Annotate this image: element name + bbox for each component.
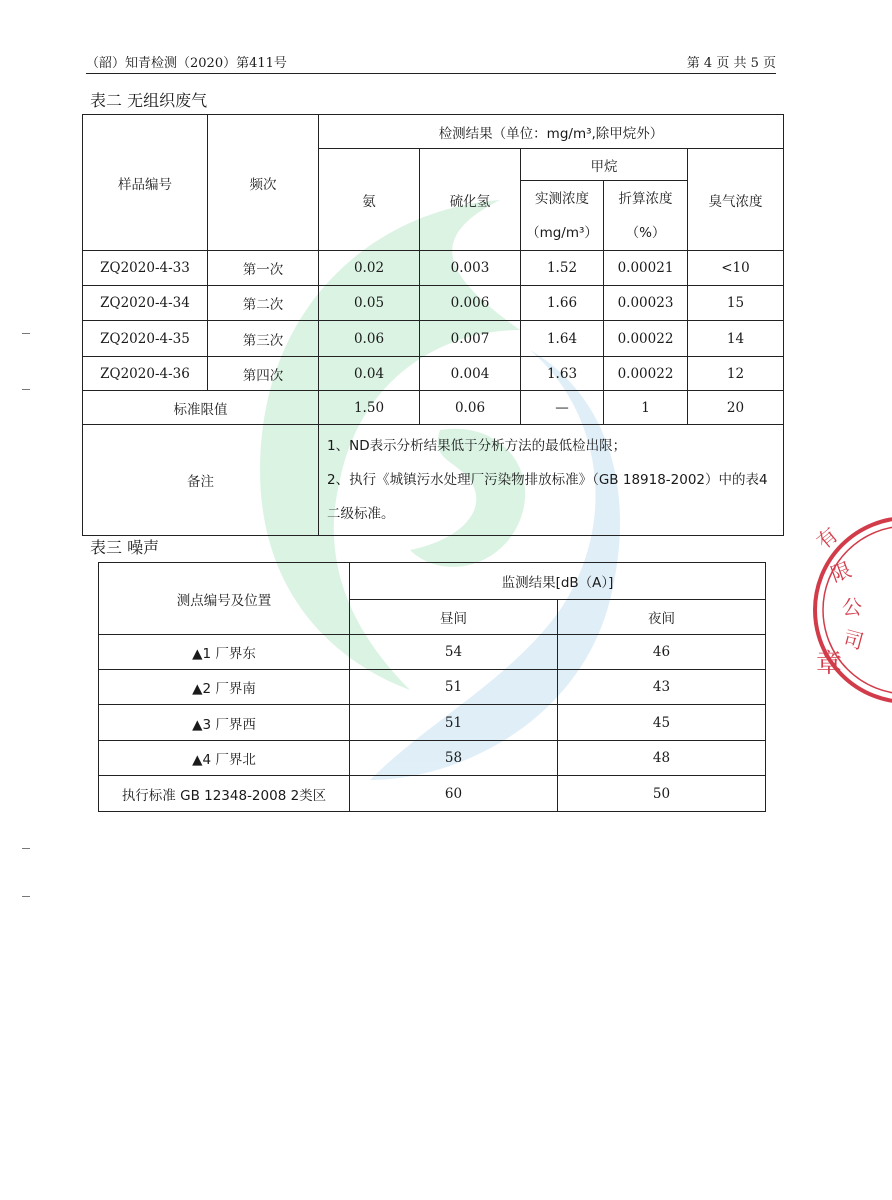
header-methane: 甲烷 [521, 149, 688, 181]
converted-cell: 0.00022 [604, 321, 688, 357]
sample-id-cell: ZQ2020-4-34 [83, 286, 208, 321]
limit-measured-cell: — [521, 391, 604, 425]
converted-cell: 0.00022 [604, 357, 688, 391]
measured-label: 实测浓度 [535, 190, 589, 207]
day-value-cell: 54 [350, 635, 558, 670]
odor-cell: 14 [688, 321, 784, 357]
table-row [99, 635, 766, 670]
converted-unit: （%） [625, 224, 666, 241]
ammonia-cell: 0.04 [319, 357, 420, 391]
scan-mark [22, 389, 30, 390]
page-header [86, 52, 776, 72]
table-row [99, 670, 766, 705]
header-frequency: 频次 [208, 115, 319, 251]
measured-cell: 1.63 [521, 357, 604, 391]
limit-h2s-cell: 0.06 [420, 391, 521, 425]
converted-cell: 0.00021 [604, 251, 688, 286]
header-converted-concentration [604, 181, 688, 251]
day-value-cell: 51 [350, 670, 558, 705]
table-row [83, 286, 784, 321]
measured-cell: 1.52 [521, 251, 604, 286]
measure-point-cell: ▲2 厂界南 [99, 670, 350, 705]
header-measure-point: 测点编号及位置 [99, 563, 350, 635]
scan-mark [22, 333, 30, 334]
table-row [99, 741, 766, 776]
company-seal-stamp [812, 510, 892, 710]
day-value-cell: 58 [350, 741, 558, 776]
ammonia-cell: 0.02 [319, 251, 420, 286]
frequency-cell: 第三次 [208, 321, 319, 357]
table-row [99, 705, 766, 741]
converted-cell: 0.00023 [604, 286, 688, 321]
measure-point-cell: ▲3 厂界西 [99, 705, 350, 741]
remarks-row [83, 425, 784, 536]
page-indicator: 第 4 页 共 5 页 [686, 56, 776, 71]
table-row [83, 321, 784, 357]
header-sample-id: 样品编号 [83, 115, 208, 251]
header-test-results: 检测结果（单位：mg/m³,除甲烷外） [319, 115, 784, 149]
limit-converted-cell: 1 [604, 391, 688, 425]
frequency-cell: 第一次 [208, 251, 319, 286]
night-value-cell: 45 [558, 705, 766, 741]
odor-cell: 12 [688, 357, 784, 391]
night-value-cell: 48 [558, 741, 766, 776]
h2s-cell: 0.006 [420, 286, 521, 321]
h2s-cell: 0.004 [420, 357, 521, 391]
standard-night-cell: 50 [558, 776, 766, 812]
standard-day-cell: 60 [350, 776, 558, 812]
table3-caption: 表三 噪声 [90, 538, 160, 557]
header-divider [86, 73, 776, 74]
remark-item: 1、ND表示分析结果低于分析方法的最低检出限； [327, 438, 627, 454]
frequency-cell: 第二次 [208, 286, 319, 321]
standard-limit-row [83, 391, 784, 425]
svg-text:章: 章 [816, 649, 843, 679]
h2s-cell: 0.003 [420, 251, 521, 286]
header-ammonia: 氨 [319, 149, 420, 251]
fugitive-gas-table [82, 114, 784, 536]
table2-caption: 表二 无组织废气 [90, 91, 208, 110]
header-hydrogen-sulfide: 硫化氢 [420, 149, 521, 251]
sample-id-cell: ZQ2020-4-33 [83, 251, 208, 286]
header-daytime: 昼间 [350, 600, 558, 635]
svg-text:公: 公 [842, 595, 862, 619]
svg-text:限: 限 [827, 557, 855, 587]
night-value-cell: 46 [558, 635, 766, 670]
sample-id-cell: ZQ2020-4-36 [83, 357, 208, 391]
standard-limit-label: 标准限值 [83, 391, 319, 425]
header-odor-concentration: 臭气浓度 [688, 149, 784, 251]
measure-point-cell: ▲1 厂界东 [99, 635, 350, 670]
ammonia-cell: 0.06 [319, 321, 420, 357]
svg-text:有: 有 [811, 522, 843, 554]
svg-text:司: 司 [840, 625, 867, 655]
table-row [83, 251, 784, 286]
header-measured-concentration [521, 181, 604, 251]
day-value-cell: 51 [350, 705, 558, 741]
measured-cell: 1.66 [521, 286, 604, 321]
standard-row [99, 776, 766, 812]
header-monitoring-results: 监测结果[dB（A）] [350, 563, 766, 600]
measured-cell: 1.64 [521, 321, 604, 357]
header-nighttime: 夜间 [558, 600, 766, 635]
table-row [83, 357, 784, 391]
converted-label: 折算浓度 [618, 190, 673, 207]
limit-odor-cell: 20 [688, 391, 784, 425]
standard-label: 执行标准 GB 12348-2008 2类区 [99, 776, 350, 812]
remarks-content [319, 425, 784, 536]
limit-ammonia-cell: 1.50 [319, 391, 420, 425]
measure-point-cell: ▲4 厂界北 [99, 741, 350, 776]
document-number: （韶）知青检测（2020）第411号 [86, 56, 287, 71]
noise-table [98, 562, 766, 812]
scan-mark [22, 896, 30, 897]
sample-id-cell: ZQ2020-4-35 [83, 321, 208, 357]
measured-unit: （mg/m³） [526, 224, 598, 241]
remarks-label: 备注 [83, 425, 319, 536]
frequency-cell: 第四次 [208, 357, 319, 391]
night-value-cell: 43 [558, 670, 766, 705]
odor-cell: <10 [688, 251, 784, 286]
remark-item: 2、执行《城镇污水处理厂污染物排放标准》（GB 18918-2002）中的表4二级标准。 [327, 472, 768, 522]
ammonia-cell: 0.05 [319, 286, 420, 321]
odor-cell: 15 [688, 286, 784, 321]
scan-mark [22, 848, 30, 849]
h2s-cell: 0.007 [420, 321, 521, 357]
